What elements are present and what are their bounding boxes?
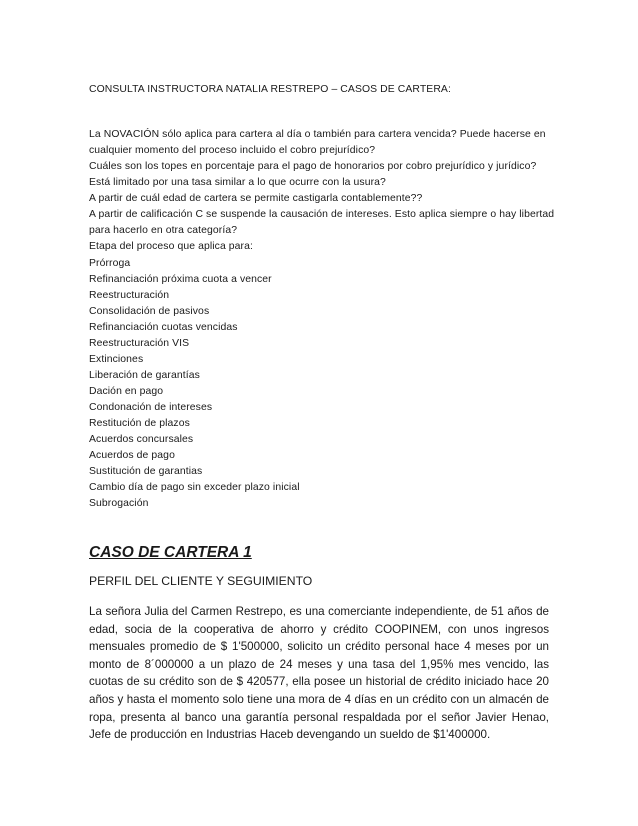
profile-section-title: PERFIL DEL CLIENTE Y SEGUIMIENTO (89, 574, 313, 588)
list-item: Restitución de plazos (89, 418, 190, 429)
case-title: CASO DE CARTERA 1 (89, 544, 252, 561)
process-items-list (89, 256, 300, 512)
list-item: Sustitución de garantias (89, 466, 203, 477)
question-line: Cuáles son los topes en porcentaje para el pago de honorarios por cobro prejurídico y jurídico? (89, 161, 537, 172)
list-item: Consolidación de pasivos (89, 306, 210, 317)
question-line: A partir de cuál edad de cartera se permite castigarla contablemente?? (89, 193, 423, 204)
document-header: CONSULTA INSTRUCTORA NATALIA RESTREPO – CASOS DE CARTERA: (89, 84, 451, 95)
list-item: Acuerdos concursales (89, 434, 194, 445)
list-item: Cambio día de pago sin exceder plazo inicial (89, 482, 300, 493)
list-item: Liberación de garantías (89, 370, 200, 381)
list-item: Refinanciación próxima cuota a vencer (89, 274, 272, 285)
list-item: Refinanciación cuotas vencidas (89, 322, 238, 333)
list-item: Extinciones (89, 354, 144, 365)
question-line: Está limitado por una tasa similar a lo que ocurre con la usura? (89, 177, 386, 188)
question-line: La NOVACIÓN sólo aplica para cartera al día o también para cartera vencida? Puede hacerse en (89, 129, 546, 140)
list-item: Condonación de intereses (89, 402, 213, 413)
list-item: Reestructuración (89, 290, 170, 301)
narrative-paragraph: La señora Julia del Carmen Restrepo, es una comerciante independiente, de 51 años de edad, socia de la cooperativa de ahorro y crédito COOPINEM, con unos ingresos mensuales promedio de $ 1'500000, solicito un crédito personal hace 4 meses por un monto de 8´000000 a un plazo de 24 meses y una tasa del 1,95% mes vencido, las cuotas de su crédito son de $ 420577, ella posee un historial de crédito iniciado hace 20 años y hasta el momento solo tiene una mora de 4 días en un crédito con un almacén de ropa, presenta al banco una garantía personal respaldada por el señor Javier Henao, Jefe de producción en Industrias Haceb devengando un sueldo de $1'400000. (89, 605, 549, 742)
question-line: cualquier momento del proceso incluido el cobro prejurídico? (89, 145, 376, 156)
question-line: Etapa del proceso que aplica para: (89, 241, 253, 252)
list-item: Dación en pago (89, 386, 164, 397)
question-line: para hacerlo en otra categoría? (89, 225, 238, 236)
list-item: Acuerdos de pago (89, 450, 175, 461)
questions-block (89, 127, 555, 255)
list-item: Reestructuración VIS (89, 338, 190, 349)
list-item: Subrogación (89, 498, 149, 509)
list-item: Prórroga (89, 258, 131, 269)
question-line: A partir de calificación C se suspende la causación de intereses. Esto aplica siempre o hay libertad (89, 209, 555, 220)
case-narrative (89, 603, 549, 744)
